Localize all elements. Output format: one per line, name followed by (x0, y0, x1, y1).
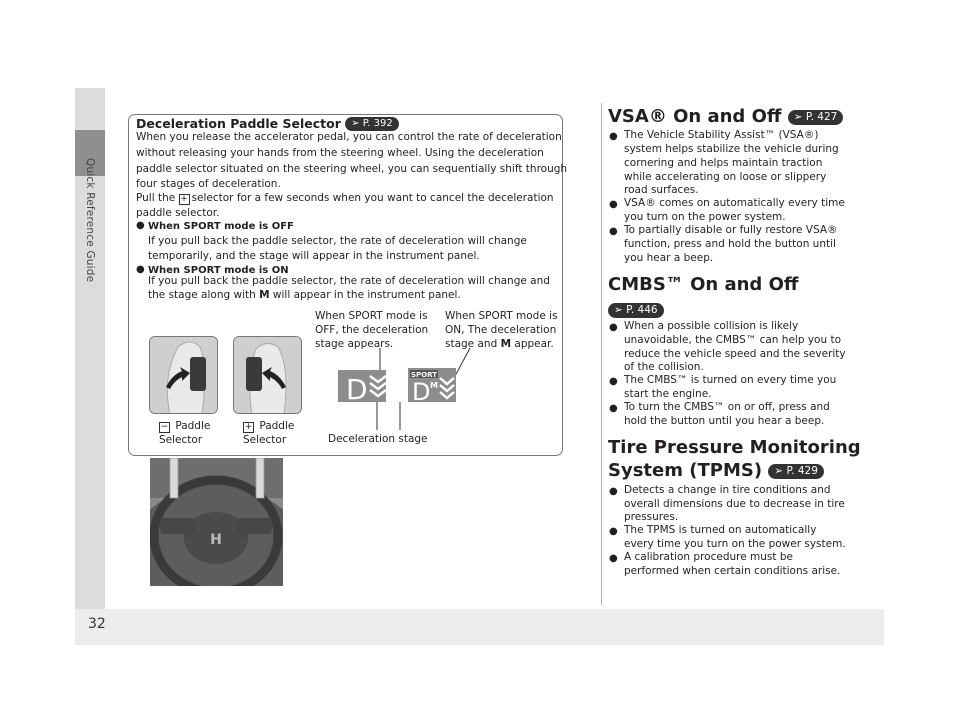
minus-paddle-illustration (150, 337, 218, 414)
plus-key-icon: + (244, 422, 253, 432)
cmbs-b3-1: To turn the CMBS™ on or off, press and (624, 401, 830, 413)
bullet-icon: ● (609, 226, 618, 237)
vsa-b1-5: road surfaces. (624, 184, 699, 196)
sport-on-leader-line (455, 348, 470, 376)
plus-paddle-illustration (234, 337, 302, 414)
cmbs-title: CMBS™ On and Off (608, 274, 799, 295)
vsa-b1-2: system helps stabilize the vehicle during (624, 143, 839, 155)
vsa-b2-1: VSA® comes on automatically every time (624, 197, 845, 209)
tpms-page-ref-text: P. 429 (786, 465, 818, 477)
cmbs-b1-1: When a possible collision is likely (624, 320, 799, 332)
sport-on-heading: When SPORT mode is ON (148, 265, 289, 276)
side-label: Quick Reference Guide (84, 158, 96, 283)
sport-off-line-2: temporarily, and the stage will appear in the instrument panel. (148, 250, 480, 262)
minus-paddle-label (159, 419, 210, 433)
tpms-b3-1: A calibration procedure must be (624, 551, 793, 563)
cmbs-page-ref-text: P. 446 (626, 304, 658, 316)
vsa-b1-1: The Vehicle Stability Assist™ (VSA®) (624, 129, 819, 141)
sport-on-caption-1: When SPORT mode is (445, 310, 558, 322)
intro-line-2: without releasing your hands from the steering wheel. Using the deceleration (136, 147, 544, 159)
steering-wheel-photo (150, 458, 283, 586)
page-number: 32 (88, 616, 106, 632)
plus-key-icon: + (180, 194, 188, 204)
sport-on-caption-3-m: M (500, 338, 512, 350)
tpms-title-line-2 (608, 460, 824, 481)
tpms-b1-2: overall dimensions due to decrease in tire (624, 498, 845, 510)
tpms-b1-3: pressures. (624, 511, 679, 523)
cmbs-b1-3: reduce the vehicle speed and the severity (624, 348, 846, 360)
tpms-page-ref[interactable]: ➢ P. 429 (768, 464, 824, 479)
sport-on-caption-3-post: appear. (514, 338, 554, 350)
bullet-icon: ● (609, 376, 618, 387)
pull-post: selector for a few seconds when you want to cancel the deceleration (191, 192, 554, 204)
deceleration-stage-diagram (330, 340, 480, 432)
vsa-b3-1: To partially disable or fully restore VSA® (624, 224, 838, 236)
deceleration-stage-label: Deceleration stage (328, 433, 428, 445)
vsa-b2-2: you turn on the power system. (624, 211, 786, 223)
intro-line-4: four stages of deceleration. (136, 178, 281, 190)
vsa-b3-3: you hear a beep. (624, 252, 714, 264)
bullet-icon: ● (609, 131, 618, 142)
plus-paddle-label (243, 419, 294, 433)
vsa-b3-2: function, press and hold the button until (624, 238, 836, 250)
cmbs-b1-2: unavoidable, the CMBS™ can help you to (624, 334, 842, 346)
minus-key-icon: − (160, 422, 169, 432)
cmbs-page-ref[interactable]: ➢ P. 446 (608, 303, 664, 318)
pull-line (136, 191, 554, 206)
vsa-page-ref[interactable]: ➢ P. 427 (788, 110, 844, 125)
svg-text:D: D (412, 378, 431, 406)
vsa-page-ref-text: P. 427 (805, 111, 838, 123)
cmbs-b2-1: The CMBS™ is turned on every time you (624, 374, 837, 386)
bullet-icon: ● (609, 322, 618, 333)
plus-paddle-photo (233, 336, 302, 414)
intro-line-3: paddle selector situated on the steering wheel, you can sequentially shift through (136, 163, 568, 175)
callout-title (136, 116, 399, 131)
callout-title-text: Deceleration Paddle Selector (136, 116, 341, 131)
sport-on-line-2-m: M (259, 289, 270, 301)
plus-label-line-1: Paddle (259, 420, 295, 432)
callout-page-ref-text: P. 392 (362, 118, 393, 129)
sport-on-caption-2: ON, The deceleration (445, 324, 557, 336)
minus-label-line-2: Selector (159, 434, 203, 446)
cmbs-b2-2: start the engine. (624, 388, 712, 400)
bullet-icon: ● (609, 486, 618, 497)
bullet-icon: ● (609, 553, 618, 564)
tpms-title-text: System (TPMS) (608, 460, 763, 481)
sport-on-line-1: If you pull back the paddle selector, the rate of deceleration will change and (148, 275, 550, 287)
bullet-icon: ● (609, 403, 618, 414)
column-divider (601, 103, 602, 605)
intro-line-1: When you release the accelerator pedal, you can control the rate of deceleration (136, 131, 562, 143)
bullet-icon: ● (136, 220, 145, 231)
bullet-icon: ● (609, 199, 618, 210)
minus-label-line-1: Paddle (175, 420, 211, 432)
vsa-title-text: VSA® On and Off (608, 106, 782, 127)
bullet-icon: ● (609, 526, 618, 537)
sport-off-caption-3: stage appears. (315, 338, 394, 350)
vsa-b1-3: cornering and helps maintain traction (624, 157, 823, 169)
sport-off-caption-1: When SPORT mode is (315, 310, 428, 322)
tpms-b1-1: Detects a change in tire conditions and (624, 484, 831, 496)
sport-on-line-2-post: will appear in the instrument panel. (272, 289, 461, 301)
sport-on-line-2 (148, 288, 461, 303)
cmbs-b3-2: hold the button until you hear a beep. (624, 415, 825, 427)
tpms-b2-2: every time you turn on the power system. (624, 538, 846, 550)
sport-off-heading: When SPORT mode is OFF (148, 221, 294, 232)
sport-on-caption-3-pre: stage and (445, 338, 498, 350)
pull-line-2: paddle selector. (136, 207, 220, 219)
bullet-icon: ● (136, 264, 145, 275)
svg-text:SPORT: SPORT (411, 371, 437, 379)
sport-off-line-1: If you pull back the paddle selector, the rate of deceleration will change (148, 235, 527, 247)
cmbs-b1-4: of the collision. (624, 361, 704, 373)
svg-text:M: M (430, 381, 438, 390)
vsa-b1-4: while accelerating on loose or slippery (624, 171, 827, 183)
svg-text:D: D (346, 373, 368, 406)
plus-label-line-2: Selector (243, 434, 287, 446)
pull-pre: Pull the (136, 192, 176, 204)
sport-on-gauge (408, 368, 456, 406)
tpms-title-line-1: Tire Pressure Monitoring (608, 437, 861, 458)
minus-paddle-photo (149, 336, 218, 414)
svg-text:H: H (210, 532, 222, 548)
tpms-b2-1: The TPMS is turned on automatically (624, 524, 817, 536)
sport-off-gauge (338, 370, 386, 406)
vsa-title (608, 106, 843, 127)
sport-on-line-2-pre: the stage along with (148, 289, 256, 301)
tpms-b3-2: performed when certain conditions arise. (624, 565, 841, 577)
callout-page-ref[interactable]: ➢ P. 392 (345, 117, 398, 131)
sport-off-caption-2: OFF, the deceleration (315, 324, 429, 336)
